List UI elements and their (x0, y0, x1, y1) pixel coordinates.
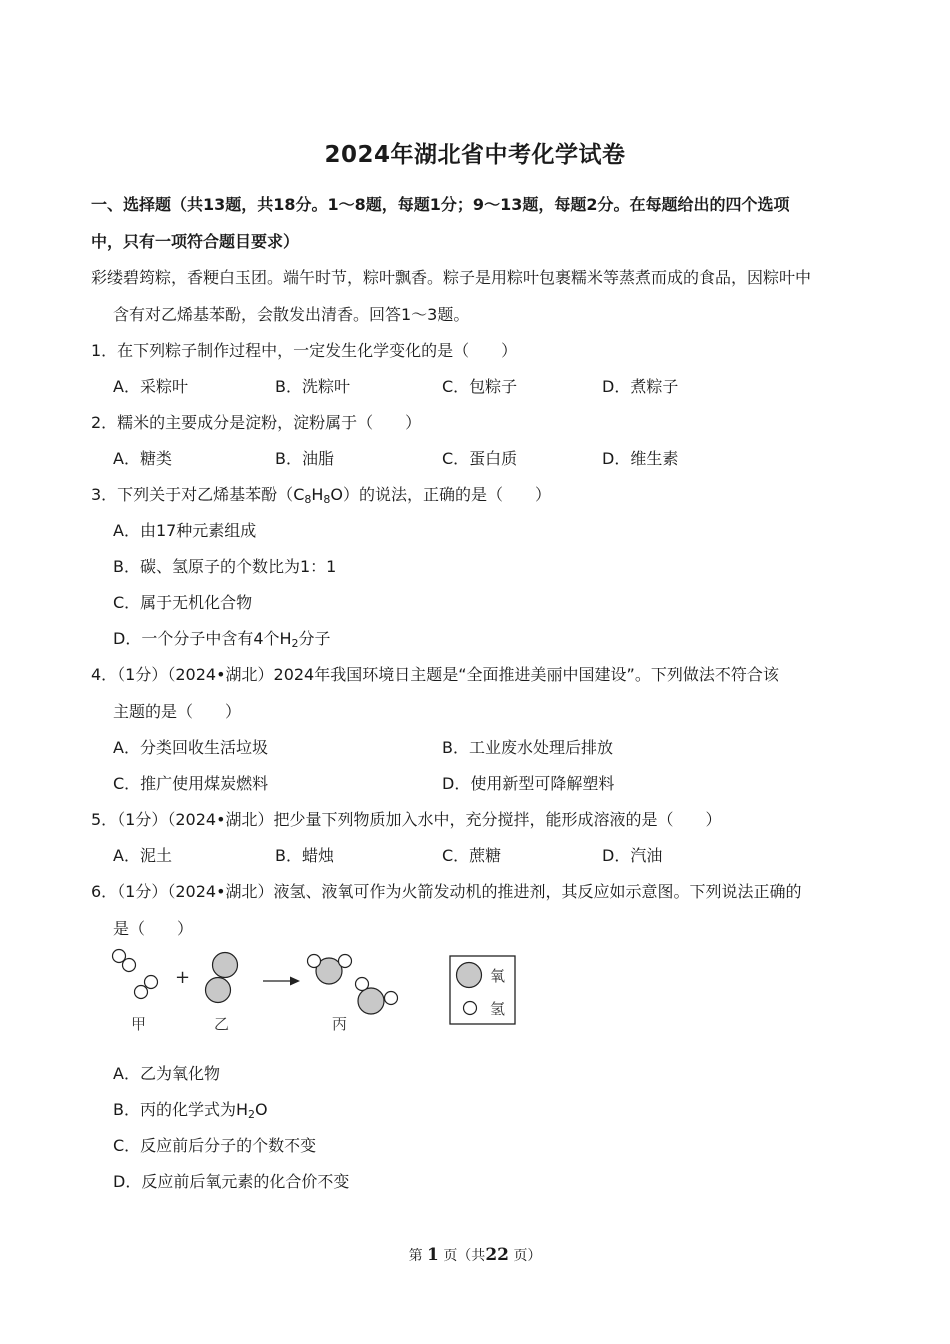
section-heading-line1: 一、选择题（共13题，共18分。1～8题，每题1分；9～13题，每题2分。在每题给出的四个选项 (91, 195, 790, 214)
reactant-jia-molecules (113, 950, 158, 999)
section-heading-line2: 中，只有一项符合题目要求） (91, 232, 300, 251)
q4-option-c: C．推广使用煤炭燃料 (113, 774, 269, 793)
q5-option-c: C．蔗糖 (442, 846, 502, 865)
q3-option-c: C．属于无机化合物 (113, 593, 253, 612)
q6-option-b: B．丙的化学式为$H_2O$ (113, 1100, 268, 1121)
diagram-legend (450, 956, 515, 1024)
q2-option-a: A．糖类 (113, 449, 172, 468)
q3-stem: 3．下列关于对乙烯基苯酚$(C_8H_8O)$的说法，正确的是（ ） (91, 485, 551, 506)
passage-line1: 彩缕碧筠粽，香粳白玉团。端午时节，粽叶飘香。粽子是用粽叶包裹糯米等蒸煮而成的食品，因粽叶中 (91, 268, 812, 287)
q4-stem-line1: 4．（1分）（2024•湖北）2024年我国环境日主题是“全面推进美丽中国建设”。下列做法不符合该 (91, 665, 779, 684)
q5-option-d: D．汽油 (602, 846, 663, 865)
q1-option-b: B．洗粽叶 (275, 377, 350, 396)
q6-option-d: D．反应前后氧元素的化合价不变 (113, 1172, 350, 1191)
q6-stem-line2: 是（ ） (113, 919, 194, 938)
reaction-diagram (100, 945, 530, 1040)
q1-stem: 1．在下列粽子制作过程中，一定发生化学变化的是（ ） (91, 341, 518, 360)
plus-sign: + (175, 967, 191, 988)
q1-option-c: C．包粽子 (442, 377, 518, 396)
passage-line2: 含有对乙烯基苯酚，会散发出清香。回答1～3题。 (113, 305, 470, 324)
reaction-arrow (263, 977, 300, 986)
q4-stem-line2: 主题的是（ ） (113, 702, 242, 721)
page-title: 2024年湖北省中考化学试卷 (324, 142, 626, 168)
label-yi: 乙 (214, 1015, 230, 1033)
q6-option-c: C．反应前后分子的个数不变 (113, 1136, 317, 1155)
q2-stem: 2．糯米的主要成分是淀粉，淀粉属于（ ） (91, 413, 422, 432)
q2-option-c: C．蛋白质 (442, 449, 518, 468)
q4-option-a: A．分类回收生活垃圾 (113, 738, 268, 757)
q5-option-b: B．蜡烛 (275, 846, 334, 865)
q1-option-d: D．煮粽子 (602, 377, 679, 396)
legend-oxygen-label: 氧 (490, 967, 506, 985)
label-bing: 丙 (332, 1015, 348, 1033)
q5-stem: 5．（1分）（2024•湖北）把少量下列物质加入水中，充分搅拌，能形成溶液的是（ ） (91, 810, 722, 829)
q3-option-a: A．由17种元素组成 (113, 521, 257, 540)
q6-stem-line1: 6．（1分）（2024•湖北）液氢、液氧可作为火箭发动机的推进剂，其反应如示意图。下列说法正确的 (91, 882, 802, 901)
q5-option-a: A．泥土 (113, 846, 172, 865)
q4-option-d: D．使用新型可降解塑料 (442, 774, 615, 793)
product-bing-molecules (308, 955, 398, 1015)
legend-hydrogen-label: 氢 (490, 1000, 506, 1018)
page-footer: 第 1 页（共22 页） (408, 1245, 542, 1265)
q6-option-a: A．乙为氧化物 (113, 1064, 220, 1083)
q2-option-b: B．油脂 (275, 449, 334, 468)
reactant-yi-molecule (206, 953, 238, 1003)
q3-option-b: B．碳、氢原子的个数比为1：1 (113, 557, 337, 576)
q2-option-d: D．维生素 (602, 449, 679, 468)
q4-option-b: B．工业废水处理后排放 (442, 738, 613, 757)
q3-option-d: D．一个分子中含有4个$H_2$分子 (113, 629, 331, 650)
label-jia: 甲 (131, 1015, 147, 1033)
formula-c8h8o: $C_8H_8O$ (293, 485, 343, 506)
q1-option-a: A．采粽叶 (113, 377, 188, 396)
